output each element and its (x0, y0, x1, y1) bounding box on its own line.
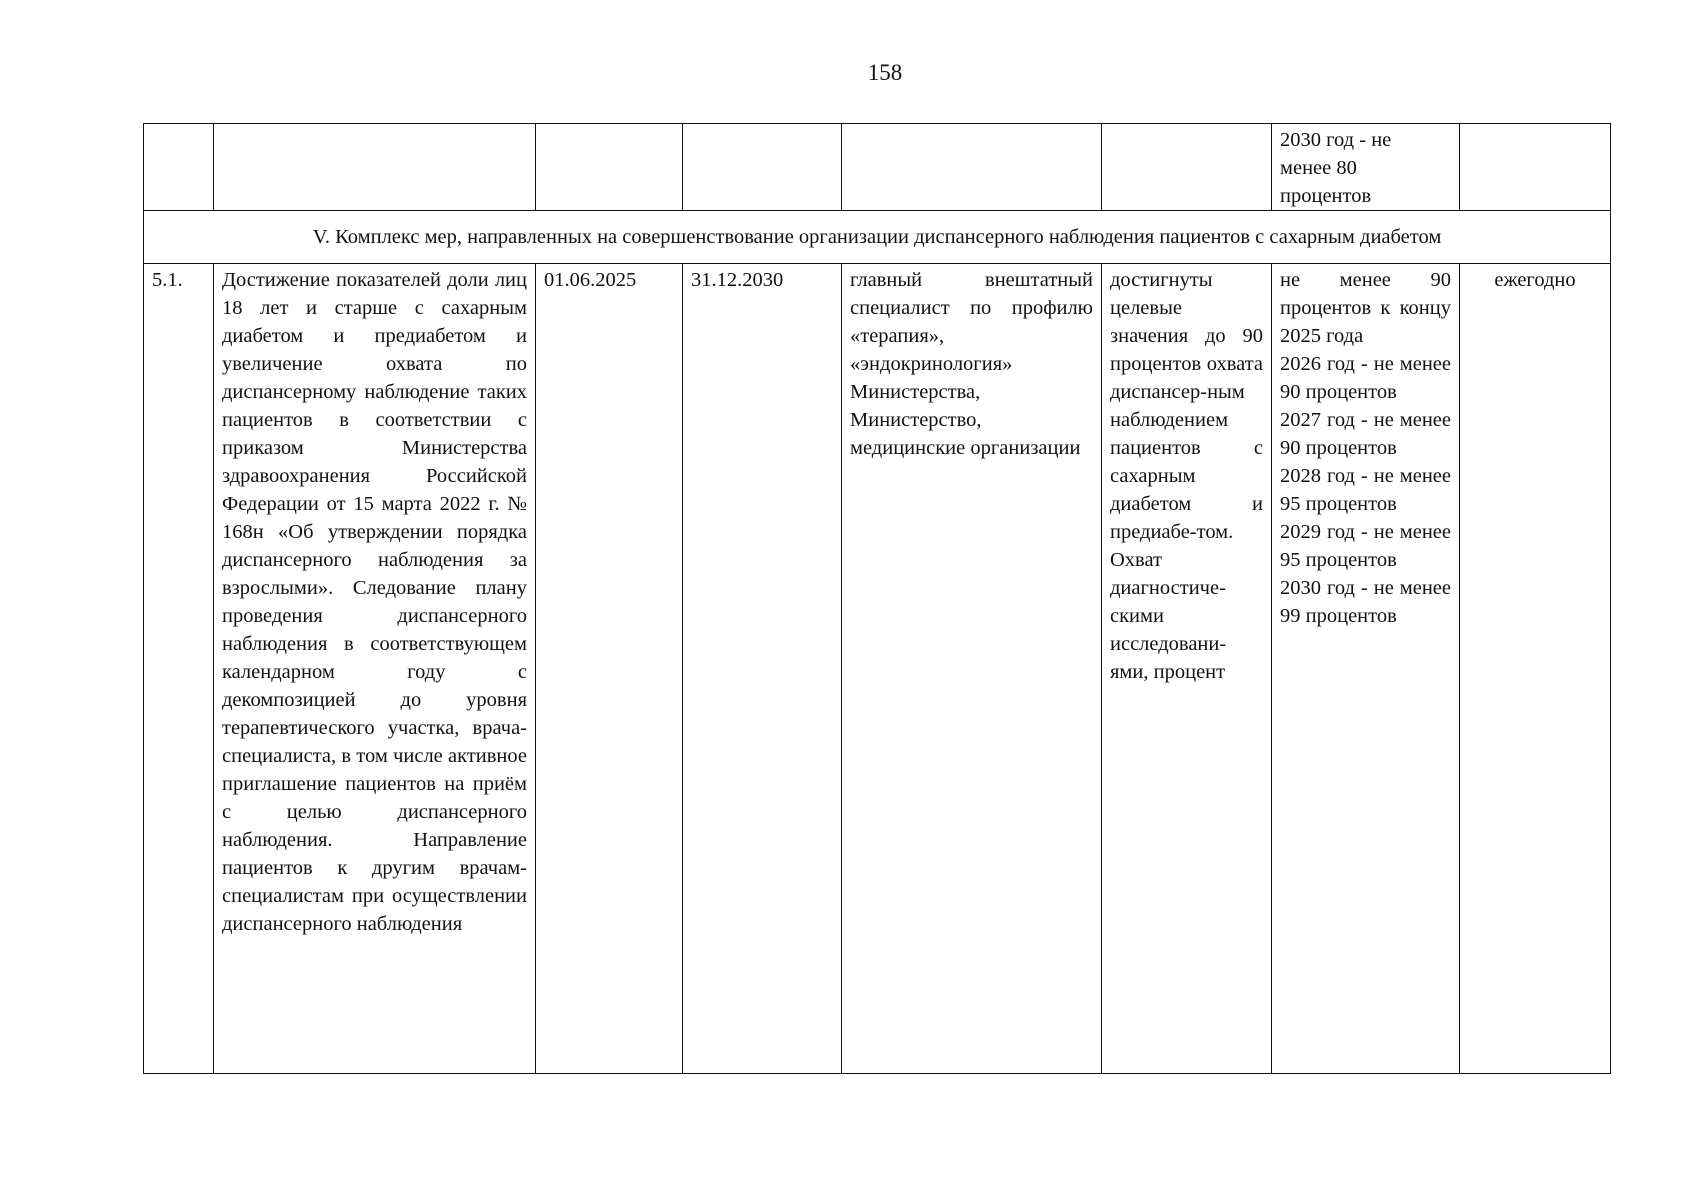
cell-result-text: 2030 год - не менее 80 процентов (1272, 124, 1460, 211)
target-value: 2029 год - не менее 95 процентов (1280, 521, 1451, 571)
measures-table (143, 123, 1611, 1074)
cell-empty (683, 124, 842, 211)
indicator-description: достигнуты целевые значения до 90 процентов охвата диспансер-ным наблюдением пациентов с сахарным диабетом и предиабе-том. Охват диагностиче-скими исследовани-ями, процент (1102, 264, 1272, 1074)
target-value: 2027 год - не менее 90 процентов (1280, 409, 1451, 459)
section-title: V. Комплекс мер, направленных на совершенствование организации диспансерного наблюдения пациентов с сахарным диабетом (144, 211, 1611, 264)
cell-empty (842, 124, 1102, 211)
table-row-section (144, 211, 1611, 264)
target-value: 2030 год - не менее 99 процентов (1280, 577, 1451, 627)
row-number: 5.1. (144, 264, 214, 1074)
cell-empty (1102, 124, 1272, 211)
end-date: 31.12.2030 (683, 264, 842, 1074)
start-date: 01.06.2025 (536, 264, 683, 1074)
target-value: 2028 год - не менее 95 процентов (1280, 465, 1451, 515)
cell-empty (144, 124, 214, 211)
cell-empty (214, 124, 536, 211)
table-row-continuation (144, 124, 1611, 211)
cell-empty (1460, 124, 1611, 211)
target-value: 2026 год - не менее 90 процентов (1280, 353, 1451, 403)
periodicity: ежегодно (1460, 264, 1611, 1074)
measure-description: Достижение показателей доли лиц 18 лет и старше с сахарным диабетом и предиабетом и увеличение охвата по диспансерному наблюдение таких пациентов в соответствии с приказом Министерства здравоохранения Российской Федерации от 15 марта 2022 г. № 168н «Об утверждении порядка диспансерного наблюдения за взрослыми». Следование плану проведения диспансерного наблюдения в соответствующем календарном году с декомпозицией до уровня терапевтического участка, врача-специалиста, в том числе активное приглашение пациентов на приём с целью диспансерного наблюдения. Направление пациентов к другим врачам-специалистам при осуществлении диспансерного наблюдения (214, 264, 536, 1074)
target-values (1272, 264, 1460, 1074)
table-row-5-1 (144, 264, 1611, 1074)
responsible-executors: главный внештатный специалист по профилю «терапия», «эндокринология» Министерства, Министерство, медицинские организации (842, 264, 1102, 1074)
target-value: не менее 90 процентов к концу 2025 года (1280, 269, 1451, 347)
cell-empty (536, 124, 683, 211)
page-number: 158 (867, 60, 903, 85)
